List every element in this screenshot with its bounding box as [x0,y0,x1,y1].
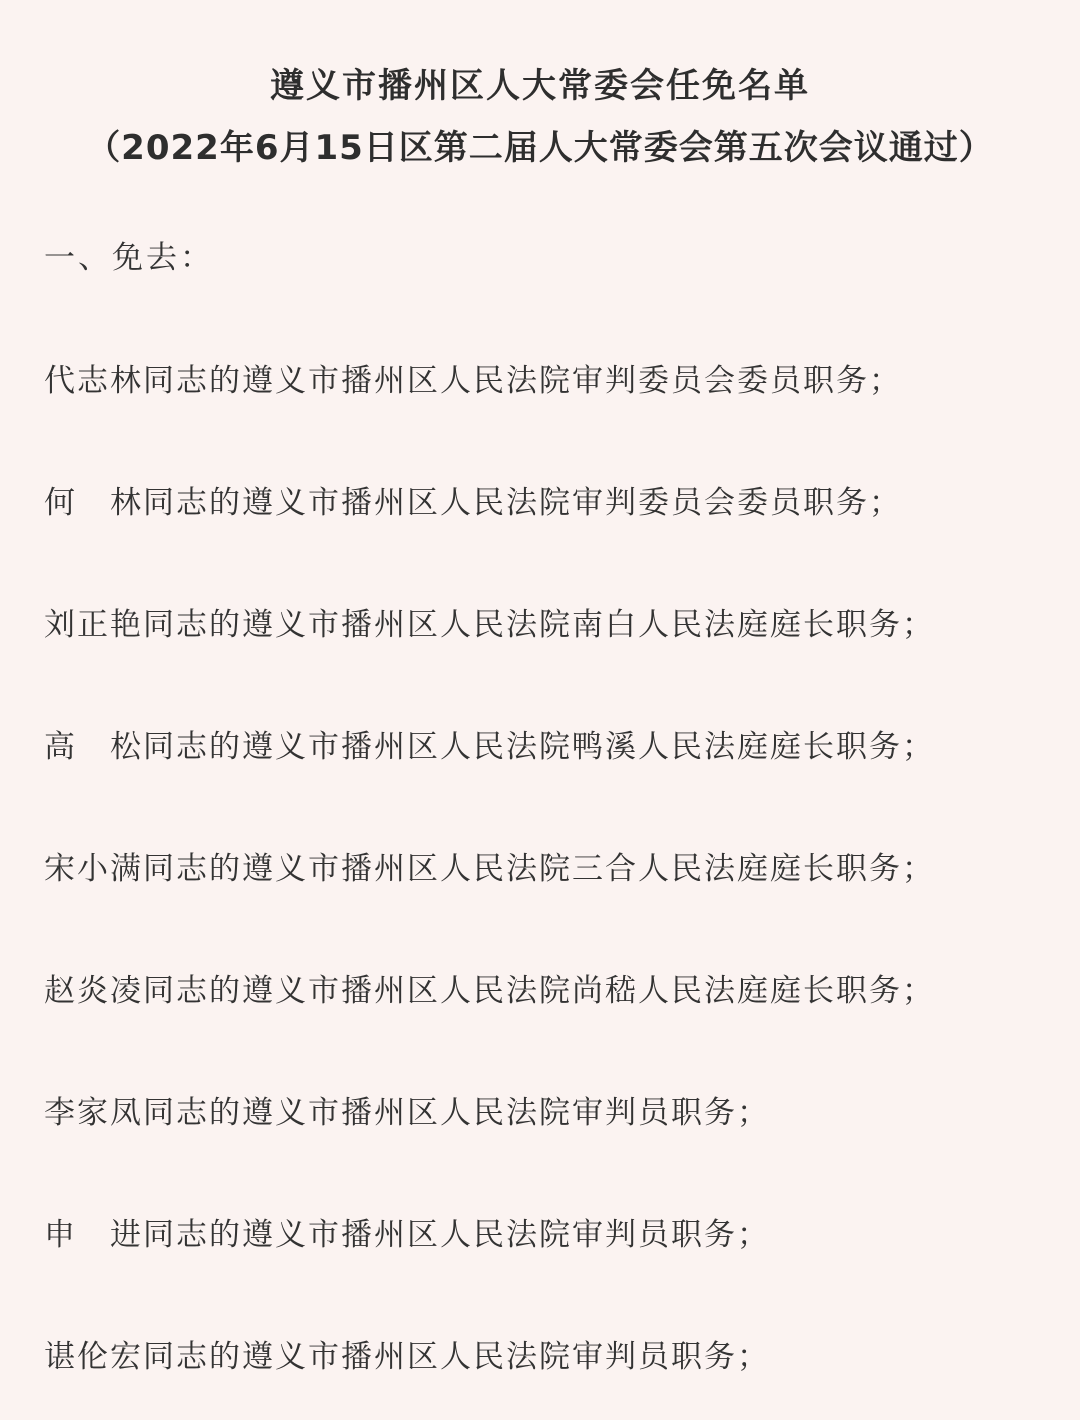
list-item: 高 松同志的遵义市播州区人民法院鸭溪人民法庭庭长职务； [44,729,935,765]
document-subtitle: （2022年6月15日区第二届人大常委会第五次会议通过） [86,128,994,168]
list-item: 何 林同志的遵义市播州区人民法院审判委员会委员职务； [44,485,902,521]
list-item: 宋小满同志的遵义市播州区人民法院三合人民法庭庭长职务； [44,851,935,887]
list-item: 刘正艳同志的遵义市播州区人民法院南白人民法庭庭长职务； [44,607,935,643]
list-item: 代志林同志的遵义市播州区人民法院审判委员会委员职务； [44,363,902,399]
list-item: 李家凤同志的遵义市播州区人民法院审判员职务； [44,1095,770,1131]
list-item: 赵炎凌同志的遵义市播州区人民法院尚嵇人民法庭庭长职务； [44,973,935,1009]
list-item: 谌伦宏同志的遵义市播州区人民法院审判员职务； [44,1339,770,1375]
section-heading-removal: 一、免去： [44,240,214,276]
list-item: 申 进同志的遵义市播州区人民法院审判员职务； [44,1217,770,1253]
document-title: 遵义市播州区人大常委会任免名单 [270,66,810,106]
